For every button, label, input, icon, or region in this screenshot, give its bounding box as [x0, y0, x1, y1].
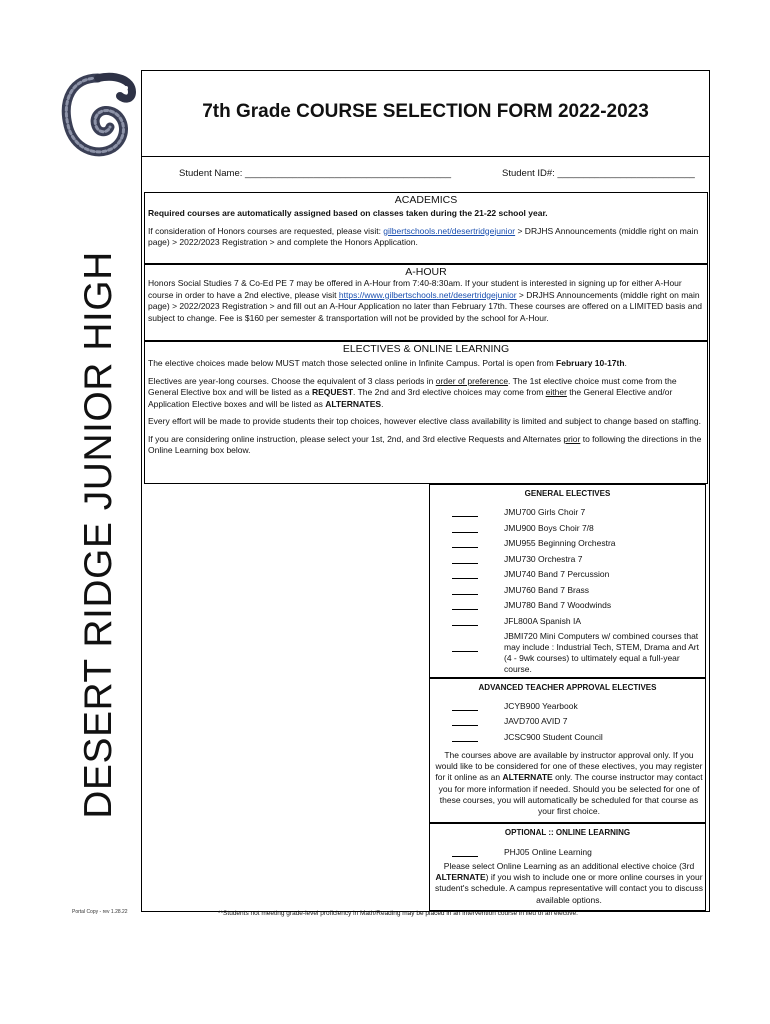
choice-blank[interactable] — [452, 710, 478, 711]
choice-blank[interactable] — [452, 594, 478, 595]
choice-blank[interactable] — [452, 578, 478, 579]
online-learning-note: Please select Online Learning as an additional elective choice (3rd ALTERNATE) if you wish to include one or more online courses in your student's schedule. A campus representative will contact you to discuss available options. — [434, 861, 704, 905]
ahour-text: Honors Social Studies 7 & Co-Ed PE 7 may be offered in A-Hour from 7:40-8:30am. If your student is interested in signing up for either A-Hour course in order to have a 2nd elective, please visit https://www.gilbertschools.net/desertridgejunior > DRJHS Announcements (middle right on main page) > 2022/2023 Registration > and fill out an A-Hour Application no later than February 17th. These courses are offered on a LIMITED basis and subject to change. Fee is $160 per semester & transportation will not be provided by the school for A-Hour. — [148, 278, 702, 323]
ahour-link[interactable]: https://www.gilbertschools.net/desertridgejunior — [338, 289, 517, 300]
choice-blank[interactable] — [452, 725, 478, 726]
electives-heading: ELECTIVES & ONLINE LEARNING — [342, 343, 510, 355]
ahour-heading: A-HOUR — [405, 266, 447, 278]
advanced-electives-box: ADVANCED TEACHER APPROVAL ELECTIVES JCYB900 Yearbook JAVD700 AVID 7 JCSC900 Student Council The courses above are available by instructor approval only. If you would like to be considered for one of these electives, you may register for it online as an ALTERNATE only. The course instructor may contact you for more information if needed. Should you be selected for one of these courses, you will automatically be scheduled for that course as your first choice. — [429, 678, 706, 823]
copy-note: Portal Copy - rev 1.28.22 — [72, 909, 128, 915]
choice-blank[interactable] — [452, 609, 478, 610]
academics-honors-note: If consideration of Honors courses are requested, please visit: gilbertschools.net/desertridgejunior > DRJHS Announcements (middle right on main page) > 2022/2023 Registration > and complete the Honors Application. — [148, 225, 699, 247]
electives-portal-note: The elective choices made below MUST match those selected online in Infinite Campus. Portal is open from February 10-17th. — [148, 358, 627, 368]
form-frame — [141, 70, 710, 912]
choice-blank[interactable] — [452, 547, 478, 548]
student-id-field[interactable]: Student ID#: __________________________ — [502, 168, 695, 179]
general-electives-heading: GENERAL ELECTIVES — [524, 489, 611, 498]
title-divider — [142, 156, 709, 157]
choice-blank[interactable] — [452, 563, 478, 564]
online-learning-heading: OPTIONAL :: ONLINE LEARNING — [504, 828, 631, 837]
electives-availability-note: Every effort will be made to provide students their top choices, however elective class availability is limited and subject to change based on staffing. — [148, 416, 701, 426]
ahour-section — [144, 264, 708, 341]
general-electives-box: GENERAL ELECTIVES JMU700 Girls Choir 7 JMU900 Boys Choir 7/8 JMU955 Beginning Orchestra JMU730 Orchestra 7 JMU740 Band 7 Percussion JMU760 Band 7 Brass JMU780 Band 7 Woodwinds JFL800A Spanish IA JBMI720 Mini Computers w/ combined courses that may include : Industrial Tech, STEM, Drama and Art (4 - 9wk courses) to ultimately equal a full-year course. — [429, 484, 706, 678]
advanced-electives-note: The courses above are available by instructor approval only. If you would like to be considered for one of these electives, you may register for it online as an ALTERNATE only. The course instructor may contact you for more information if needed. Should you be selected for one of these courses, you will automatically be scheduled for that course as your first choice. — [435, 750, 703, 817]
academics-section — [144, 192, 708, 264]
choice-blank[interactable] — [452, 532, 478, 533]
advanced-electives-heading: ADVANCED TEACHER APPROVAL ELECTIVES — [478, 683, 657, 692]
academics-required-note: Required courses are automatically assigned based on classes taken during the 21-22 school year. — [148, 208, 548, 218]
electives-section — [144, 341, 708, 484]
choice-blank[interactable] — [452, 625, 478, 626]
electives-order-note: Electives are year-long courses. Choose the equivalent of 3 class periods in order of preference. The 1st elective choice must come from the General Elective box and will be listed as a REQUEST. The 2nd and 3rd elective choices may come from either the General Elective and/or Application Elective boxes and will be listed as ALTERNATES. — [148, 375, 677, 409]
choice-blank[interactable] — [452, 741, 478, 742]
page-title: 7th Grade COURSE SELECTION FORM 2022-2023 — [202, 101, 649, 122]
online-learning-box: OPTIONAL :: ONLINE LEARNING PHJ05 Online Learning Please select Online Learning as an additional elective choice (3rd ALTERNATE) if you wish to include one or more online courses in your student's schedule. A campus representative will contact you to discuss available options. — [429, 823, 706, 911]
serpent-logo-icon — [58, 70, 138, 160]
student-name-field[interactable]: Student Name: _______________________________________ — [179, 168, 452, 179]
school-name-vertical: DESERT RIDGE JUNIOR HIGH — [77, 251, 120, 819]
honors-link[interactable]: gilbertschools.net/desertridgejunior — [383, 225, 516, 236]
choice-blank[interactable] — [452, 516, 478, 517]
academics-heading: ACADEMICS — [394, 194, 458, 206]
footnote: **Students not meeting grade-level proficiency in Math/Reading may be placed in an intervention course in lieu of an elective. — [218, 910, 578, 917]
electives-online-note: If you are considering online instruction, please select your 1st, 2nd, and 3rd elective Requests and Alternates prior to following the directions in the Online Learning box below. — [148, 433, 702, 455]
choice-blank[interactable] — [452, 856, 478, 857]
choice-blank[interactable] — [452, 651, 478, 652]
